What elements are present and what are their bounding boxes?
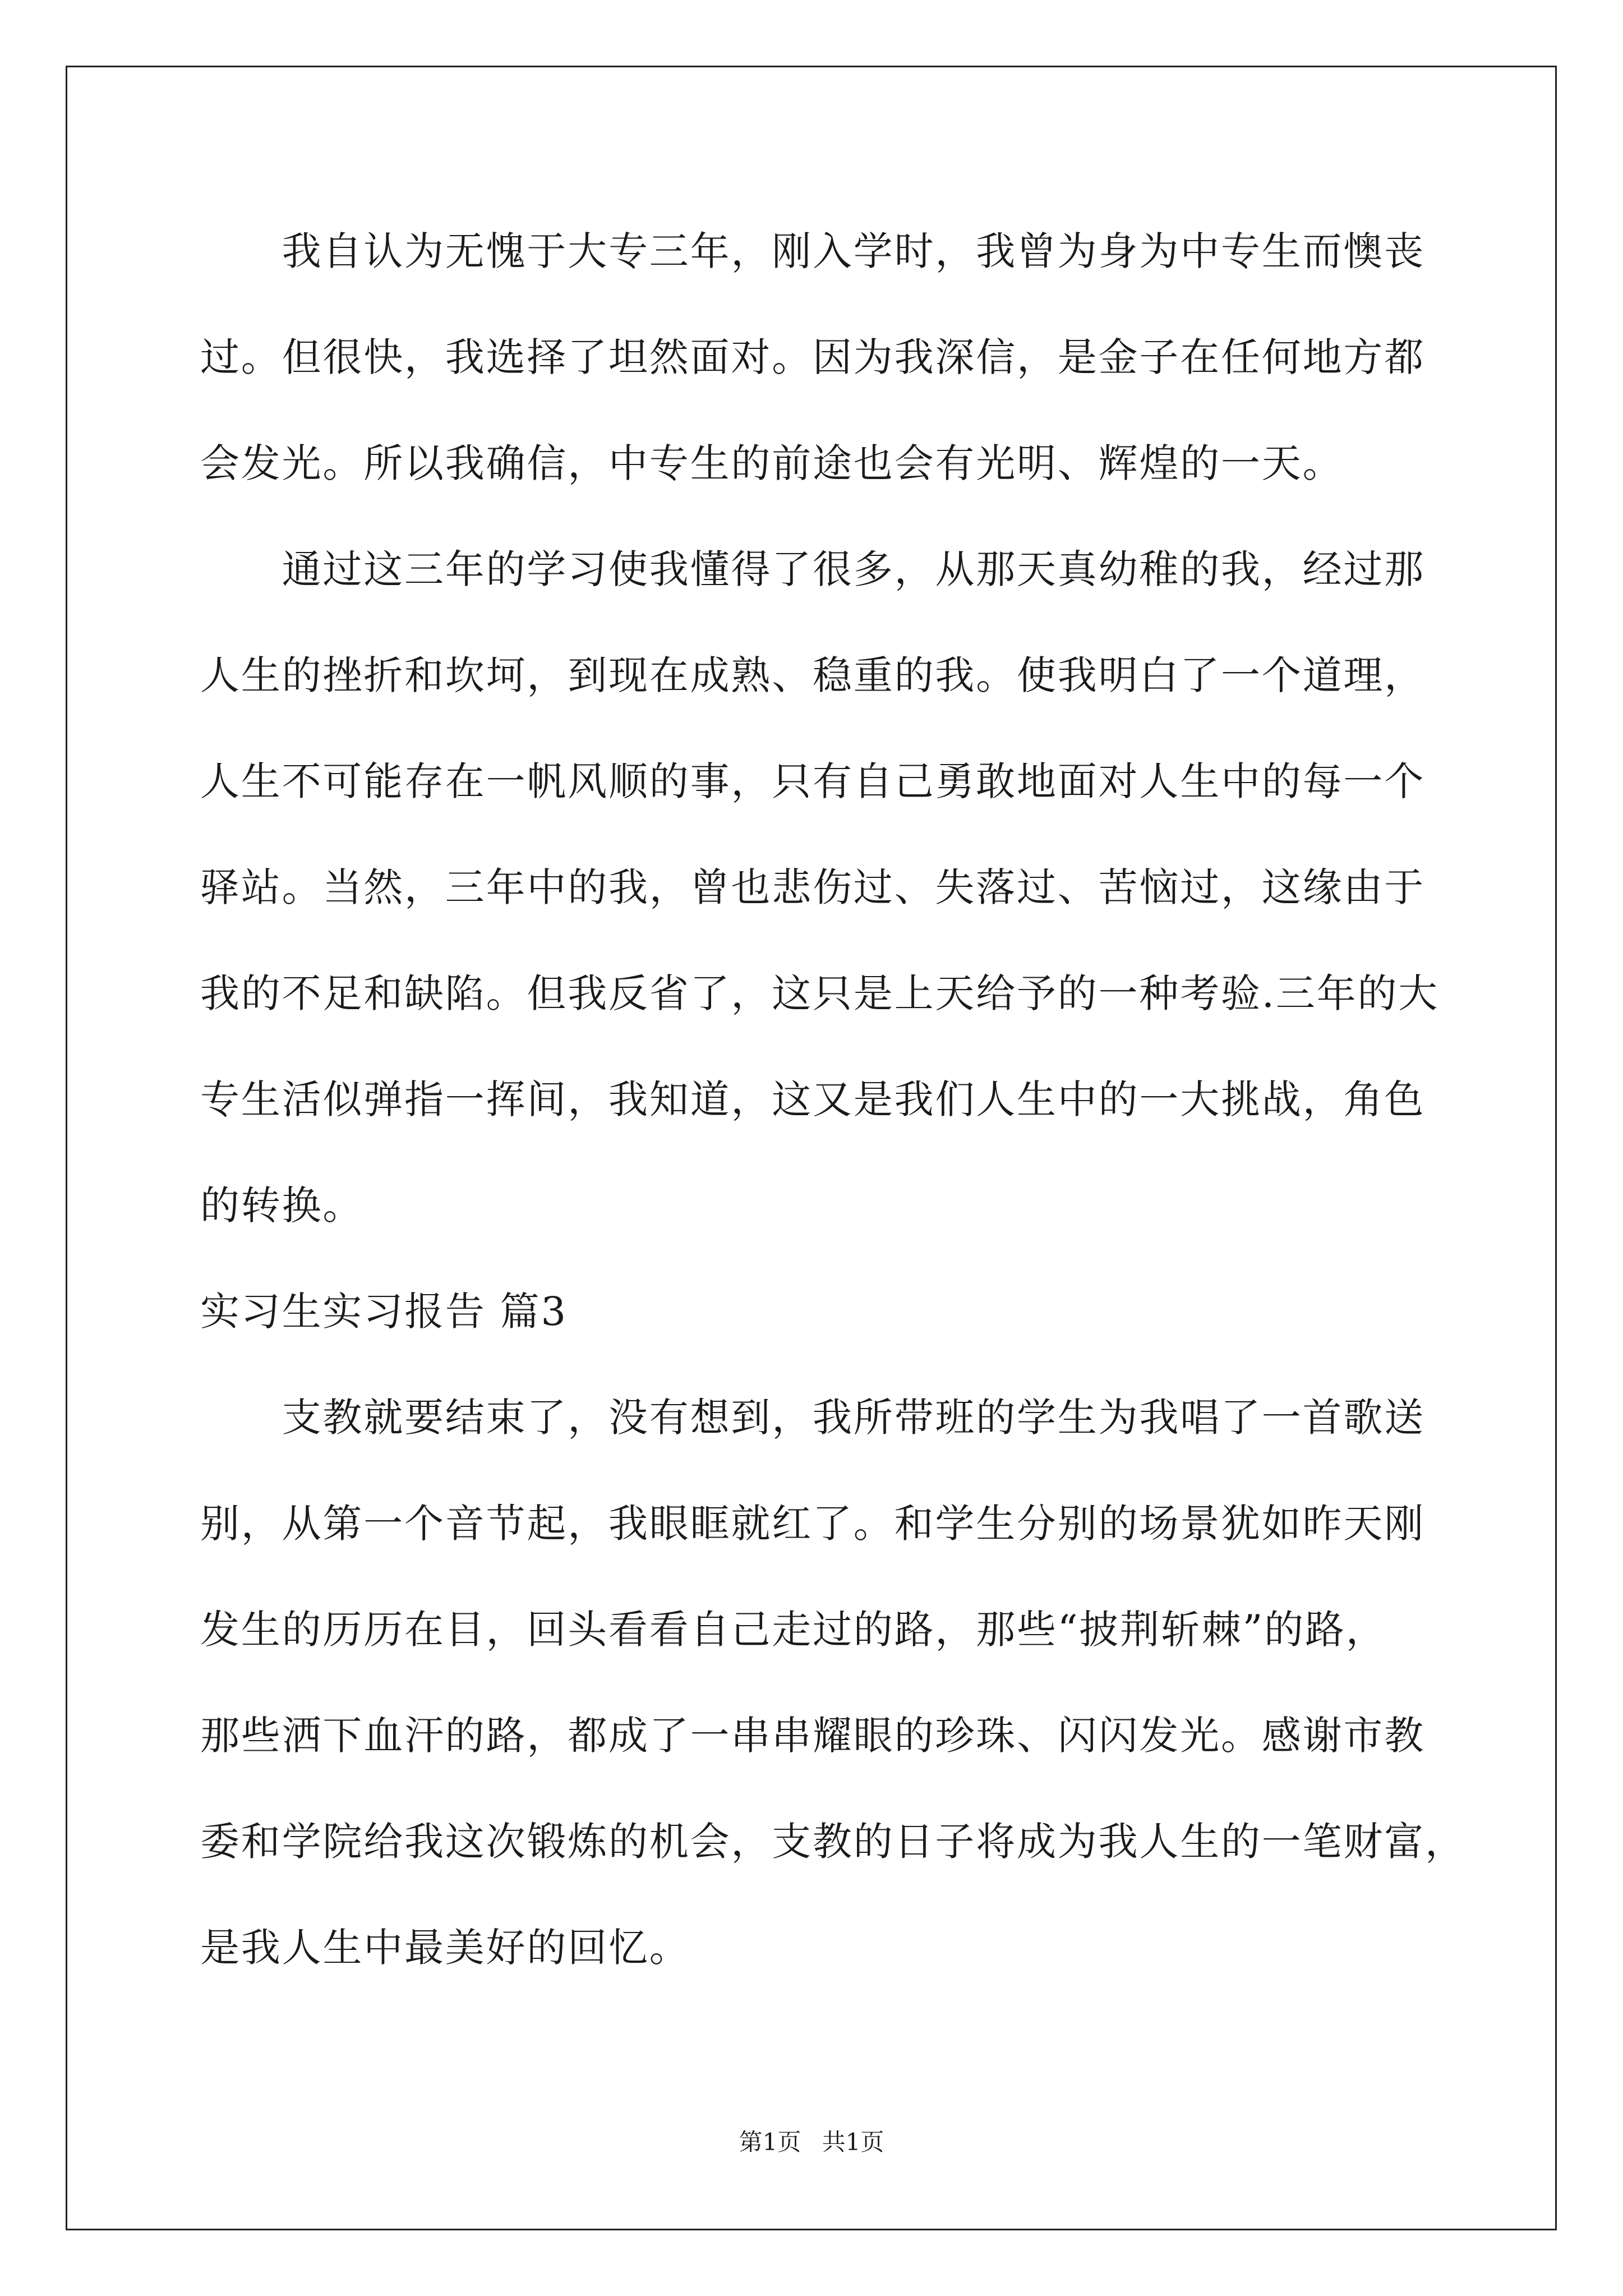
body-line: 发生的历历在目，回头看看自己走过的路，那些“披荆斩棘”的路， bbox=[200, 1607, 1387, 1653]
body-line: 我自认为无愧于大专三年，刚入学时，我曾为身为中专生而懊丧 bbox=[282, 228, 1425, 274]
body-line: 会发光。所以我确信，中专生的前途也会有光明、辉煌的一天。 bbox=[200, 440, 1344, 486]
body-line: 人生的挫折和坎坷，到现在成熟、稳重的我。使我明白了一个道理， bbox=[200, 652, 1425, 698]
body-line: 的转换。 bbox=[200, 1182, 364, 1228]
page-footer: 第1页 共1页 bbox=[739, 2128, 884, 2156]
body-line: 那些洒下血汗的路，都成了一串串耀眼的珍珠、闪闪发光。感谢市教 bbox=[200, 1713, 1425, 1759]
body-line: 是我人生中最美好的回忆。 bbox=[200, 1925, 690, 1971]
body-line: 专生活似弹指一挥间，我知道，这又是我们人生中的一大挑战，角色 bbox=[200, 1076, 1425, 1122]
body-line: 通过这三年的学习使我懂得了很多，从那天真幼稚的我，经过那 bbox=[282, 546, 1425, 592]
body-line: 人生不可能存在一帆风顺的事，只有自己勇敢地面对人生中的每一个 bbox=[200, 758, 1425, 804]
body-line: 委和学院给我这次锻炼的机会，支教的日子将成为我人生的一笔财富， bbox=[200, 1819, 1466, 1865]
section-heading: 实习生实习报告 篇3 bbox=[200, 1289, 568, 1335]
body-line: 支教就要结束了，没有想到，我所带班的学生为我唱了一首歌送 bbox=[282, 1395, 1425, 1441]
body-line: 我的不足和缺陷。但我反省了，这只是上天给予的一种考验.三年的大 bbox=[200, 970, 1440, 1016]
body-line: 别，从第一个音节起，我眼眶就红了。和学生分别的场景犹如昨天刚 bbox=[200, 1501, 1425, 1547]
body-line: 驿站。当然，三年中的我，曾也悲伤过、失落过、苦恼过，这缘由于 bbox=[200, 864, 1425, 910]
body-line: 过。但很快，我选择了坦然面对。因为我深信，是金子在任何地方都 bbox=[200, 334, 1425, 380]
document-body bbox=[200, 199, 1513, 2001]
